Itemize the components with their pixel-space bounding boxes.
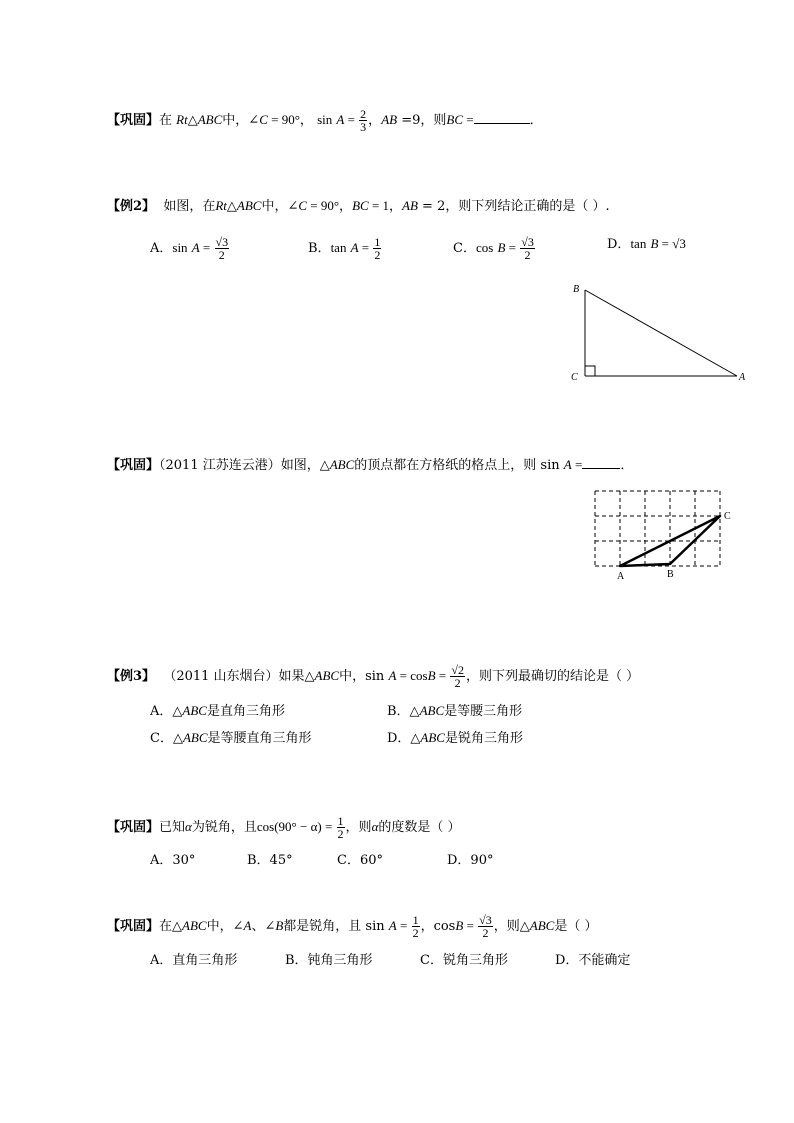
q6-abc: ABC <box>182 918 207 933</box>
option-label: A．直角三角形 <box>150 953 238 968</box>
q6-fraction-2 <box>478 914 493 939</box>
q2-opta-num: √3 <box>215 235 229 249</box>
q4-option-d[interactable] <box>387 730 523 747</box>
option-label: C． <box>453 241 476 256</box>
question-6 <box>107 914 597 939</box>
q2-optb-var: A <box>350 240 359 255</box>
q2-bc-val: = 1， <box>368 198 403 213</box>
dashed-grid <box>595 491 720 566</box>
q2-rt: Rt <box>215 198 227 213</box>
q1-eq90: = 90° <box>267 112 300 127</box>
q2-c: C <box>298 198 308 213</box>
vertex-label-a: A <box>739 372 746 383</box>
q2-optb-den: 2 <box>374 248 381 262</box>
q4-src: （2011 山东烟台）如果△ <box>163 669 315 684</box>
q2-optd-val: √3 <box>672 236 686 251</box>
q1-text-pre: 在 <box>159 113 173 128</box>
q4-text: 中，sin <box>339 669 385 684</box>
q1-end: ． <box>529 113 543 128</box>
q3-eq: = <box>571 457 583 472</box>
q4-den: 2 <box>454 676 461 690</box>
q2-optb-num: 1 <box>374 235 381 249</box>
option-label: D． <box>607 237 631 252</box>
q4-optd-text: 是锐角三角形 <box>444 731 523 746</box>
q5-alpha: α <box>185 819 192 834</box>
q2-optd-var: B <box>650 236 659 251</box>
question-tag: 【例3】 <box>107 669 156 684</box>
q6-num1: 1 <box>412 913 419 927</box>
question-4 <box>107 664 639 689</box>
option-label: D．90° <box>447 853 494 868</box>
q2-option-b[interactable]: B．tan A = $\frac{1}{2}$ <box>308 235 381 262</box>
q2-optb-fn: tan <box>330 240 347 255</box>
vertex-label-a: A <box>617 571 625 582</box>
q4-b: B <box>427 668 436 683</box>
q2-option-d[interactable]: D．tan B = √3 <box>607 236 686 252</box>
question-3 <box>107 456 633 474</box>
q4-fraction <box>450 664 465 689</box>
q5-option-b[interactable] <box>247 853 293 869</box>
q1-rt: Rt <box>176 112 188 127</box>
q2-optb-fraction <box>373 236 381 261</box>
q4-optd-abc: ABC <box>420 730 445 745</box>
q4-option-a[interactable] <box>150 703 285 720</box>
grid-triangle-figure <box>590 486 740 586</box>
q6-text7: 是（ ） <box>554 919 598 934</box>
q5-option-c[interactable] <box>337 853 383 869</box>
q6-eq: = <box>396 918 411 933</box>
vertex-label-b: B <box>573 284 580 295</box>
q4-optb-text: 是等腰三角形 <box>444 704 523 719</box>
q5-option-d[interactable] <box>447 853 493 869</box>
q3-end: ． <box>620 458 634 473</box>
q5-text4: 的度数是（ ） <box>378 820 461 835</box>
question-tag: 【巩固】 <box>107 113 160 128</box>
q2-text2: 中，∠ <box>261 199 299 214</box>
q5-text2: 为锐角，且 <box>191 820 257 835</box>
q1-bc: BC <box>446 112 463 127</box>
q2-opta-fraction <box>215 236 230 261</box>
q1-bc-eq: = <box>463 112 474 127</box>
q1-eq: = <box>344 112 359 127</box>
question-tag: 【巩固】 <box>107 458 160 473</box>
q4-num: √2 <box>451 663 464 677</box>
vertex-label-c: C <box>571 372 578 383</box>
q5-cos: cos(90° − α) = <box>256 819 336 834</box>
answer-blank[interactable] <box>474 111 530 124</box>
q5-fraction <box>337 815 345 840</box>
question-1 <box>107 108 543 133</box>
option-label: B．45° <box>247 853 293 868</box>
question-5 <box>107 815 461 840</box>
q1-mid: 中，∠ <box>222 113 260 128</box>
triangle-abc <box>620 516 720 566</box>
q2-opta-den: 2 <box>218 248 225 262</box>
q6-text1: 在△ <box>159 919 183 934</box>
vertex-label-c: C <box>724 511 731 522</box>
q2-optc-fraction <box>520 236 535 261</box>
q6-text5: ，cos <box>420 919 456 934</box>
q6-text4: 都是锐角，且 sin <box>283 919 385 934</box>
option-label: A．△ <box>150 704 183 719</box>
q1-a: A <box>336 112 345 127</box>
q1-sin: sin <box>317 112 333 127</box>
q1-c: C <box>259 112 268 127</box>
q4-a: A <box>388 668 397 683</box>
option-label: A．30° <box>150 853 196 868</box>
q2-opta-fn: sin <box>172 240 188 255</box>
q2-option-a[interactable]: A．sin A = $\frac{√3}{2}$ <box>150 235 229 262</box>
q6-abc2: ABC <box>529 918 555 933</box>
q3-abc: ABC <box>329 457 355 472</box>
option-label: C．锐角三角形 <box>420 953 508 968</box>
vertex-label-b: B <box>667 569 674 580</box>
option-label: C．60° <box>337 853 383 868</box>
q2-optd-fn: tan <box>630 236 647 251</box>
option-label: C．△ <box>150 731 183 746</box>
q2-bc: BC <box>352 198 369 213</box>
question-2 <box>107 198 610 215</box>
q2-optc-den: 2 <box>524 248 531 262</box>
q6-fraction-1 <box>412 914 420 939</box>
option-label: D．△ <box>387 731 421 746</box>
right-triangle-figure <box>565 280 755 385</box>
q6-num2: √3 <box>479 913 492 927</box>
question-tag: 【巩固】 <box>107 919 160 934</box>
q6-text2: 中，∠ <box>206 919 244 934</box>
q6-den1: 2 <box>412 926 419 940</box>
q4-end: ，则下列最确切的结论是（ ） <box>465 669 640 684</box>
q4-opta-abc: ABC <box>182 703 207 718</box>
q6-option-d[interactable] <box>555 953 630 969</box>
q6-a: A <box>243 918 252 933</box>
option-label: D．不能确定 <box>555 953 631 968</box>
q4-eq: = cos <box>396 668 428 683</box>
q4-eq2: = <box>435 668 450 683</box>
answer-blank[interactable] <box>582 456 620 469</box>
q6-den2: 2 <box>482 926 489 940</box>
q2-text1: 如图，在 <box>163 199 216 214</box>
q1-fraction <box>359 108 367 133</box>
option-label: B． <box>308 241 331 256</box>
q6-eq2: = <box>463 918 478 933</box>
q4-abc: ABC <box>314 668 340 683</box>
q6-option-b[interactable] <box>285 953 373 969</box>
q1-sep: ， <box>299 113 313 128</box>
q3-a: A <box>563 457 572 472</box>
q2-tri: △ <box>226 198 237 213</box>
q6-text3: 、∠ <box>251 919 276 934</box>
q6-b: B <box>275 918 284 933</box>
q5-option-a[interactable] <box>150 853 195 869</box>
q2-ab-val: = 2，则下列结论正确的是（ ）. <box>417 199 610 214</box>
q2-optc-fn: cos <box>475 240 494 255</box>
option-label: A． <box>150 241 173 256</box>
triangle-side-ab <box>585 290 737 376</box>
q1-num: 2 <box>360 107 367 121</box>
q1-den: 3 <box>360 120 367 134</box>
q2-opta-var: A <box>191 240 200 255</box>
q5-text3: ，则 <box>345 820 372 835</box>
right-angle-mark <box>585 366 595 376</box>
q1-abc: ABC <box>197 112 223 127</box>
q2-option-c[interactable]: C．cos B = $\frac{√3}{2}$ <box>453 235 534 262</box>
q5-den: 2 <box>337 827 344 841</box>
q3-src: （2011 江苏连云港）如图，△ <box>159 458 330 473</box>
q4-option-c[interactable] <box>150 730 312 747</box>
q1-tri: △ <box>187 112 198 127</box>
q6-b2: B <box>455 918 464 933</box>
q1-ab-val: =9，则 <box>397 113 447 128</box>
q5-text1: 已知 <box>159 820 186 835</box>
q2-optc-num: √3 <box>521 235 534 249</box>
q6-a2: A <box>388 918 397 933</box>
q2-abc: ABC <box>236 198 262 213</box>
question-tag: 【巩固】 <box>107 820 160 835</box>
q4-optc-abc: ABC <box>182 730 208 745</box>
q2-eq90: = 90°， <box>307 198 353 213</box>
q4-option-b[interactable] <box>387 703 522 720</box>
q1-sep2: ， <box>368 113 382 128</box>
question-tag: 【例2】 <box>107 199 156 214</box>
q4-optb-abc: ABC <box>419 703 445 718</box>
option-label: B．△ <box>387 704 420 719</box>
q6-option-a[interactable] <box>150 953 237 969</box>
q2-ab: AB <box>402 198 418 213</box>
q1-ab: AB <box>381 112 398 127</box>
q2-optc-var: B <box>497 240 506 255</box>
q4-opta-text: 是直角三角形 <box>206 704 285 719</box>
q4-optc-text: 是等腰直角三角形 <box>207 731 312 746</box>
option-label: B．钝角三角形 <box>285 953 373 968</box>
q3-text: 的顶点都在方格纸的格点上，则 sin <box>354 458 560 473</box>
q6-option-c[interactable] <box>420 953 508 969</box>
q5-alpha2: α <box>371 819 379 834</box>
q5-num: 1 <box>337 814 344 828</box>
q6-text6: ，则△ <box>493 919 530 934</box>
